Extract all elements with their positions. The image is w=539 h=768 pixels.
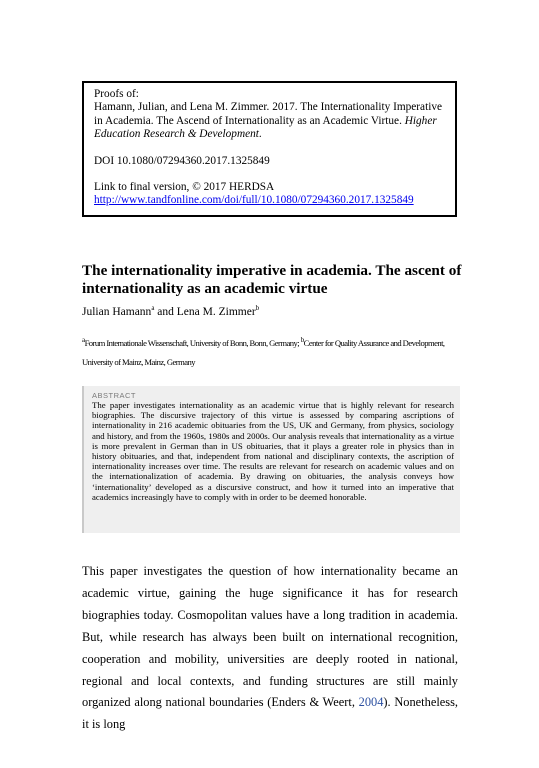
abstract-heading: ABSTRACT <box>92 391 137 400</box>
citation-link[interactable]: 2004 <box>358 695 384 710</box>
body-paragraph <box>82 561 458 736</box>
proofs-box <box>82 81 457 217</box>
authors <box>82 305 259 319</box>
author-2-sup: b <box>255 304 260 313</box>
body-text: This paper investigates the question of how internationality became an academic virtue, gaining the huge significance it has for research biographies today. Cosmopolitan values have a long tradition in academia. But, while research has always been built on international recognition, cooperation and mobility, universities are deeply rooted in national, regional and local contexts, and funding structures are still mainly organized along national boundaries (Enders & Weert, <box>82 564 458 710</box>
body-text-end: ). Nonetheless, it is long <box>82 695 459 732</box>
proofs-link-label: Link to final version, © 2017 HERDSA <box>94 181 275 194</box>
proofs-link[interactable]: http://www.tandfonline.com/doi/full/10.1080/07294360.2017.1325849 <box>94 194 414 207</box>
citation-text: Hamann, Julian, and Lena M. Zimmer. 2017. The Internationality Imperative in Academia. The Ascend of Internationality as an Academic Virtue. <box>94 101 443 127</box>
proofs-citation <box>94 101 445 141</box>
author-1: Julian Hamann <box>82 306 152 318</box>
affiliations <box>82 334 462 372</box>
affil-a: Forum Internationale Wissenschaft, University of Bonn, Bonn, Germany; <box>84 338 301 348</box>
citation-end: . <box>258 128 262 141</box>
proofs-doi: DOI 10.1080/07294360.2017.1325849 <box>94 154 270 167</box>
affil-a-sup: a <box>82 336 85 345</box>
paper-title: The internationality imperative in academia. The ascent of internationality as an academic virtue <box>82 262 462 297</box>
abstract-text: The paper investigates internationality as an academic virtue that is highly relevant for research biographies. The discursive trajectory of this virtue is assessed by comparing ascriptions of internationality in 216 academic obituaries from the US, UK and Germany, from physics, sociology and history, and from the 1960s, 1980s and 2000s. Our analysis reveals that internationality as a virtue is more prevalent in German than in US obituaries, that it plays a greater role in physics than in history obituaries, and that, independent from national and disciplinary contexts, the ascription of internationality increases over time. The results are relevant for research on academic values and on the internationalization of academia. By drawing on obituaries, the analysis conveys how ‘internationality’ developed as a discursive construct, and how it turned into an imperative that academics increasingly have to comply with in order to be deemed honorable. <box>92 400 454 502</box>
affil-b-sup: b <box>300 336 304 345</box>
author-2: and Lena M. Zimmer <box>154 306 256 318</box>
author-1-sup: a <box>151 304 155 313</box>
citation-journal: Higher Education Research & Development <box>94 114 437 141</box>
proofs-label: Proofs of: <box>94 88 139 100</box>
abstract-box <box>82 386 460 533</box>
affil-b: Center for Quality Assurance and Development, University of Mainz, Mainz, Germany <box>82 338 445 367</box>
